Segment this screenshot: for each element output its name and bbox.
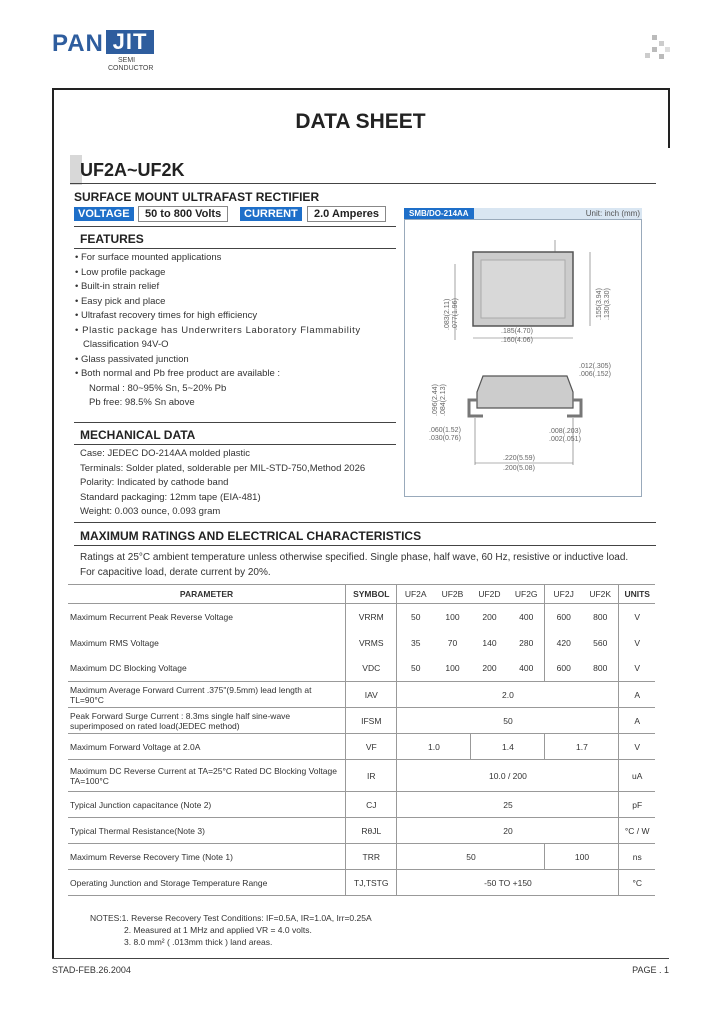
- feature-item: • Glass passivated junction: [75, 353, 189, 365]
- feature-item: Classification 94V-O: [83, 339, 169, 350]
- symbol-cell: RθJL: [346, 818, 397, 844]
- symbol-cell: IR: [346, 760, 397, 792]
- logo-pan: PAN: [52, 30, 104, 57]
- features-heading: FEATURES: [80, 232, 144, 246]
- unit-cell: °C: [619, 870, 655, 896]
- unit-cell: ns: [619, 844, 655, 870]
- mechanical-item: Polarity: Indicated by cathode band: [80, 477, 229, 488]
- corner-dots-icon: [640, 35, 670, 65]
- symbol-cell: VRMS: [346, 630, 397, 656]
- package-unit: Unit: inch (mm): [585, 209, 640, 218]
- value-cell: 100: [545, 844, 619, 870]
- value-cell: 600: [545, 604, 582, 630]
- page-title: DATA SHEET: [295, 110, 426, 133]
- symbol-cell: TRR: [346, 844, 397, 870]
- feature-item: Pb free: 98.5% Sn above: [89, 397, 195, 408]
- param-cell: Maximum Forward Voltage at 2.0A: [70, 741, 201, 752]
- value-cell: 35: [410, 637, 421, 648]
- unit-cell: V: [619, 734, 655, 760]
- dim-thick-b: .006(.152): [579, 371, 611, 378]
- logo-subtitle: [108, 57, 153, 73]
- symbol-cell: TJ,TSTG: [346, 870, 397, 896]
- footer-date: STAD-FEB.26.2004: [52, 965, 131, 975]
- mechanical-divider-top: [74, 422, 396, 423]
- unit-cell: V: [619, 604, 655, 630]
- table-row: [68, 708, 655, 734]
- dim-lead-a: .155(3.94): [596, 288, 603, 320]
- ratings-text: [80, 550, 628, 580]
- dim-side-b: .084(2.13): [440, 384, 447, 416]
- package-top-inner: [481, 260, 565, 318]
- value-cell: 200: [482, 663, 497, 674]
- dim-total-a: .220(5.59): [503, 455, 535, 462]
- table-row: [68, 844, 655, 870]
- note-2: 2. Measured at 1 MHz and applied VR = 4.0 volts.: [124, 925, 312, 935]
- voltage-value: 50 to 800 Volts: [138, 206, 228, 222]
- feature-item: • Both normal and Pb free product are available :: [75, 368, 281, 379]
- mechanical-item: Standard packaging: 12mm tape (EIA-481): [80, 491, 261, 503]
- mechanical-item: Terminals: Solder plated, solderable per MIL-STD-750,Method 2026: [80, 462, 366, 474]
- value-cell: 70: [447, 637, 458, 648]
- col-header-uf2b: UF2B: [441, 589, 464, 599]
- package-label: SMB/DO-214AA: [404, 208, 474, 219]
- symbol-cell: VRRM: [346, 604, 397, 630]
- unit-cell: V: [619, 630, 655, 656]
- col-header-parameter: PARAMETER: [179, 589, 234, 599]
- feature-item: Normal : 80~95% Sn, 5~20% Pb: [89, 382, 227, 394]
- mechanical-heading: MECHANICAL DATA: [80, 428, 196, 442]
- param-cell: Maximum RMS Voltage: [70, 637, 159, 648]
- table-row: [68, 792, 655, 818]
- symbol-cell: CJ: [346, 792, 397, 818]
- col-header-uf2g: UF2G: [514, 589, 538, 599]
- logo-jit: JIT: [106, 30, 154, 54]
- param-cell: Peak Forward Surge Current : 8.3ms single half sine-wave superimposed on rated load(JEDEC method): [70, 710, 291, 731]
- table-row: [68, 682, 655, 708]
- table-row: [68, 870, 655, 896]
- value-cell: 400: [519, 611, 534, 622]
- dim-side-a: .096(2.44): [432, 384, 439, 416]
- dim-width-a: .185(4.70): [501, 328, 533, 335]
- col-header-uf2j: UF2J: [545, 585, 582, 604]
- symbol-cell: IFSM: [346, 708, 397, 734]
- value-cell: 560: [593, 637, 608, 648]
- value-cell: 800: [593, 663, 608, 674]
- current-value: 2.0 Amperes: [307, 206, 386, 222]
- package-side-body: [477, 376, 573, 408]
- symbol-cell: VDC: [346, 656, 397, 682]
- value-cell: 20: [503, 825, 513, 836]
- dim-thick-a: .012(.305): [579, 363, 611, 370]
- col-header-uf2d: UF2D: [478, 589, 501, 599]
- feature-item: • Low profile package: [75, 266, 166, 278]
- dim-width-b: .160(4.06): [501, 337, 533, 344]
- package-drawing: [405, 220, 641, 496]
- value-cell: 50: [466, 851, 476, 862]
- table-header-row: [68, 585, 655, 604]
- value-cell: 280: [519, 637, 534, 648]
- value-cell: 50: [503, 715, 513, 726]
- param-cell: Typical Thermal Resistance(Note 3): [70, 825, 205, 836]
- value-cell: 50: [410, 663, 421, 674]
- mechanical-list: [80, 447, 365, 520]
- dim-pad-a: .008(.203): [549, 428, 581, 435]
- logo-sub-conductor: CONDUCTOR: [108, 65, 154, 72]
- ratings-table: [68, 584, 655, 896]
- part-number: UF2A~UF2K: [80, 160, 185, 180]
- param-cell: Typical Junction capacitance (Note 2): [70, 799, 212, 810]
- feature-item: • Easy pick and place: [75, 295, 166, 307]
- value-cell: 10.0 / 200: [489, 770, 527, 781]
- current-label: CURRENT: [240, 207, 302, 221]
- symbol-cell: IAV: [346, 682, 397, 708]
- table-row: [68, 604, 655, 630]
- value-cell: 100: [445, 663, 460, 674]
- value-cell: 420: [545, 630, 582, 656]
- footer-divider: [52, 958, 669, 959]
- value-cell: 25: [503, 799, 513, 810]
- dim-total-b: .200(5.08): [503, 465, 535, 472]
- dim-lead-b: .130(3.30): [604, 288, 611, 320]
- feature-item: • For surface mounted applications: [75, 252, 222, 263]
- table-row: [68, 734, 655, 760]
- mechanical-item: Weight: 0.003 ounce, 0.093 gram: [80, 506, 221, 517]
- unit-cell: uA: [619, 760, 655, 792]
- value-cell: 100: [445, 611, 460, 622]
- value-cell: 140: [482, 637, 497, 648]
- table-row: [68, 630, 655, 656]
- unit-cell: °C / W: [619, 818, 655, 844]
- ratings-line2: For capacitive load, derate current by 20%.: [80, 567, 271, 578]
- dim-height-in: .083(2.11): [444, 298, 451, 330]
- dim-pad-b: .002(.051): [549, 436, 581, 443]
- note-3: 3. 8.0 mm² ( .013mm thick ) land areas.: [124, 937, 273, 947]
- dim-foot-a: .060(1.52): [429, 427, 461, 434]
- features-list: [75, 251, 397, 411]
- value-cell: 400: [519, 663, 534, 674]
- features-divider-top: [74, 226, 396, 227]
- param-cell: Maximum Reverse Recovery Time (Note 1): [70, 851, 233, 862]
- unit-cell: V: [619, 656, 655, 682]
- dim-foot-b: .030(0.76): [429, 435, 461, 442]
- unit-cell: A: [619, 708, 655, 734]
- voltage-label: VOLTAGE: [74, 207, 134, 221]
- features-divider: [74, 248, 396, 249]
- divider: [70, 183, 656, 184]
- product-subtitle: SURFACE MOUNT ULTRAFAST RECTIFIER: [74, 190, 320, 204]
- symbol-cell: VF: [346, 734, 397, 760]
- unit-cell: pF: [619, 792, 655, 818]
- mechanical-item: Case: JEDEC DO-214AA molded plastic: [80, 448, 251, 459]
- value-cell: 1.4: [471, 734, 545, 760]
- param-cell: Operating Junction and Storage Temperature Range: [70, 877, 268, 888]
- value-cell: 50: [410, 611, 421, 622]
- value-cell: 600: [545, 656, 582, 682]
- col-header-units: UNITS: [619, 585, 655, 604]
- value-cell: 1.7: [545, 734, 619, 760]
- table-row: [68, 656, 655, 682]
- param-cell: Maximum DC Reverse Current at TA=25°C Rated DC Blocking Voltage TA=100°C: [70, 765, 337, 786]
- param-cell: Maximum Average Forward Current .375"(9.5mm) lead length at TL=90°C: [70, 684, 312, 705]
- dim-height-mm: .077(1.96): [452, 298, 459, 330]
- ratings-line1: Ratings at 25°C ambient temperature unless otherwise specified. Single phase, half wave, 60 Hz, resistive or inductive load.: [80, 552, 629, 563]
- mechanical-divider: [74, 444, 396, 445]
- ratings-divider: [74, 545, 656, 546]
- col-header-uf2k: UF2K: [589, 589, 612, 599]
- feature-item: • Built-in strain relief: [75, 281, 160, 292]
- table-row: [68, 818, 655, 844]
- ratings-divider-top: [74, 522, 656, 523]
- param-cell: Maximum DC Blocking Voltage: [70, 663, 187, 674]
- col-header-uf2a: UF2A: [404, 589, 427, 599]
- unit-cell: A: [619, 682, 655, 708]
- footer-page: PAGE . 1: [632, 965, 669, 975]
- logo-sub-semi: SEMI: [118, 57, 136, 64]
- param-cell: Maximum Recurrent Peak Reverse Voltage: [70, 611, 233, 622]
- table-row: [68, 760, 655, 792]
- feature-item: • Ultrafast recovery times for high efficiency: [75, 310, 258, 321]
- value-cell: 1.0: [428, 741, 440, 752]
- feature-item: • Plastic package has Underwriters Laboratory Flammability: [75, 324, 361, 336]
- note-1: NOTES:1. Reverse Recovery Test Conditions: IF=0.5A, IR=1.0A, Irr=0.25A: [90, 913, 372, 923]
- value-cell: -50 TO +150: [484, 877, 532, 888]
- notes: [90, 912, 372, 948]
- value-cell: 2.0: [502, 689, 514, 700]
- col-header-symbol: SYMBOL: [346, 585, 397, 604]
- value-cell: 800: [593, 611, 608, 622]
- ratings-heading: MAXIMUM RATINGS AND ELECTRICAL CHARACTERISTICS: [80, 529, 422, 543]
- value-cell: 200: [482, 611, 497, 622]
